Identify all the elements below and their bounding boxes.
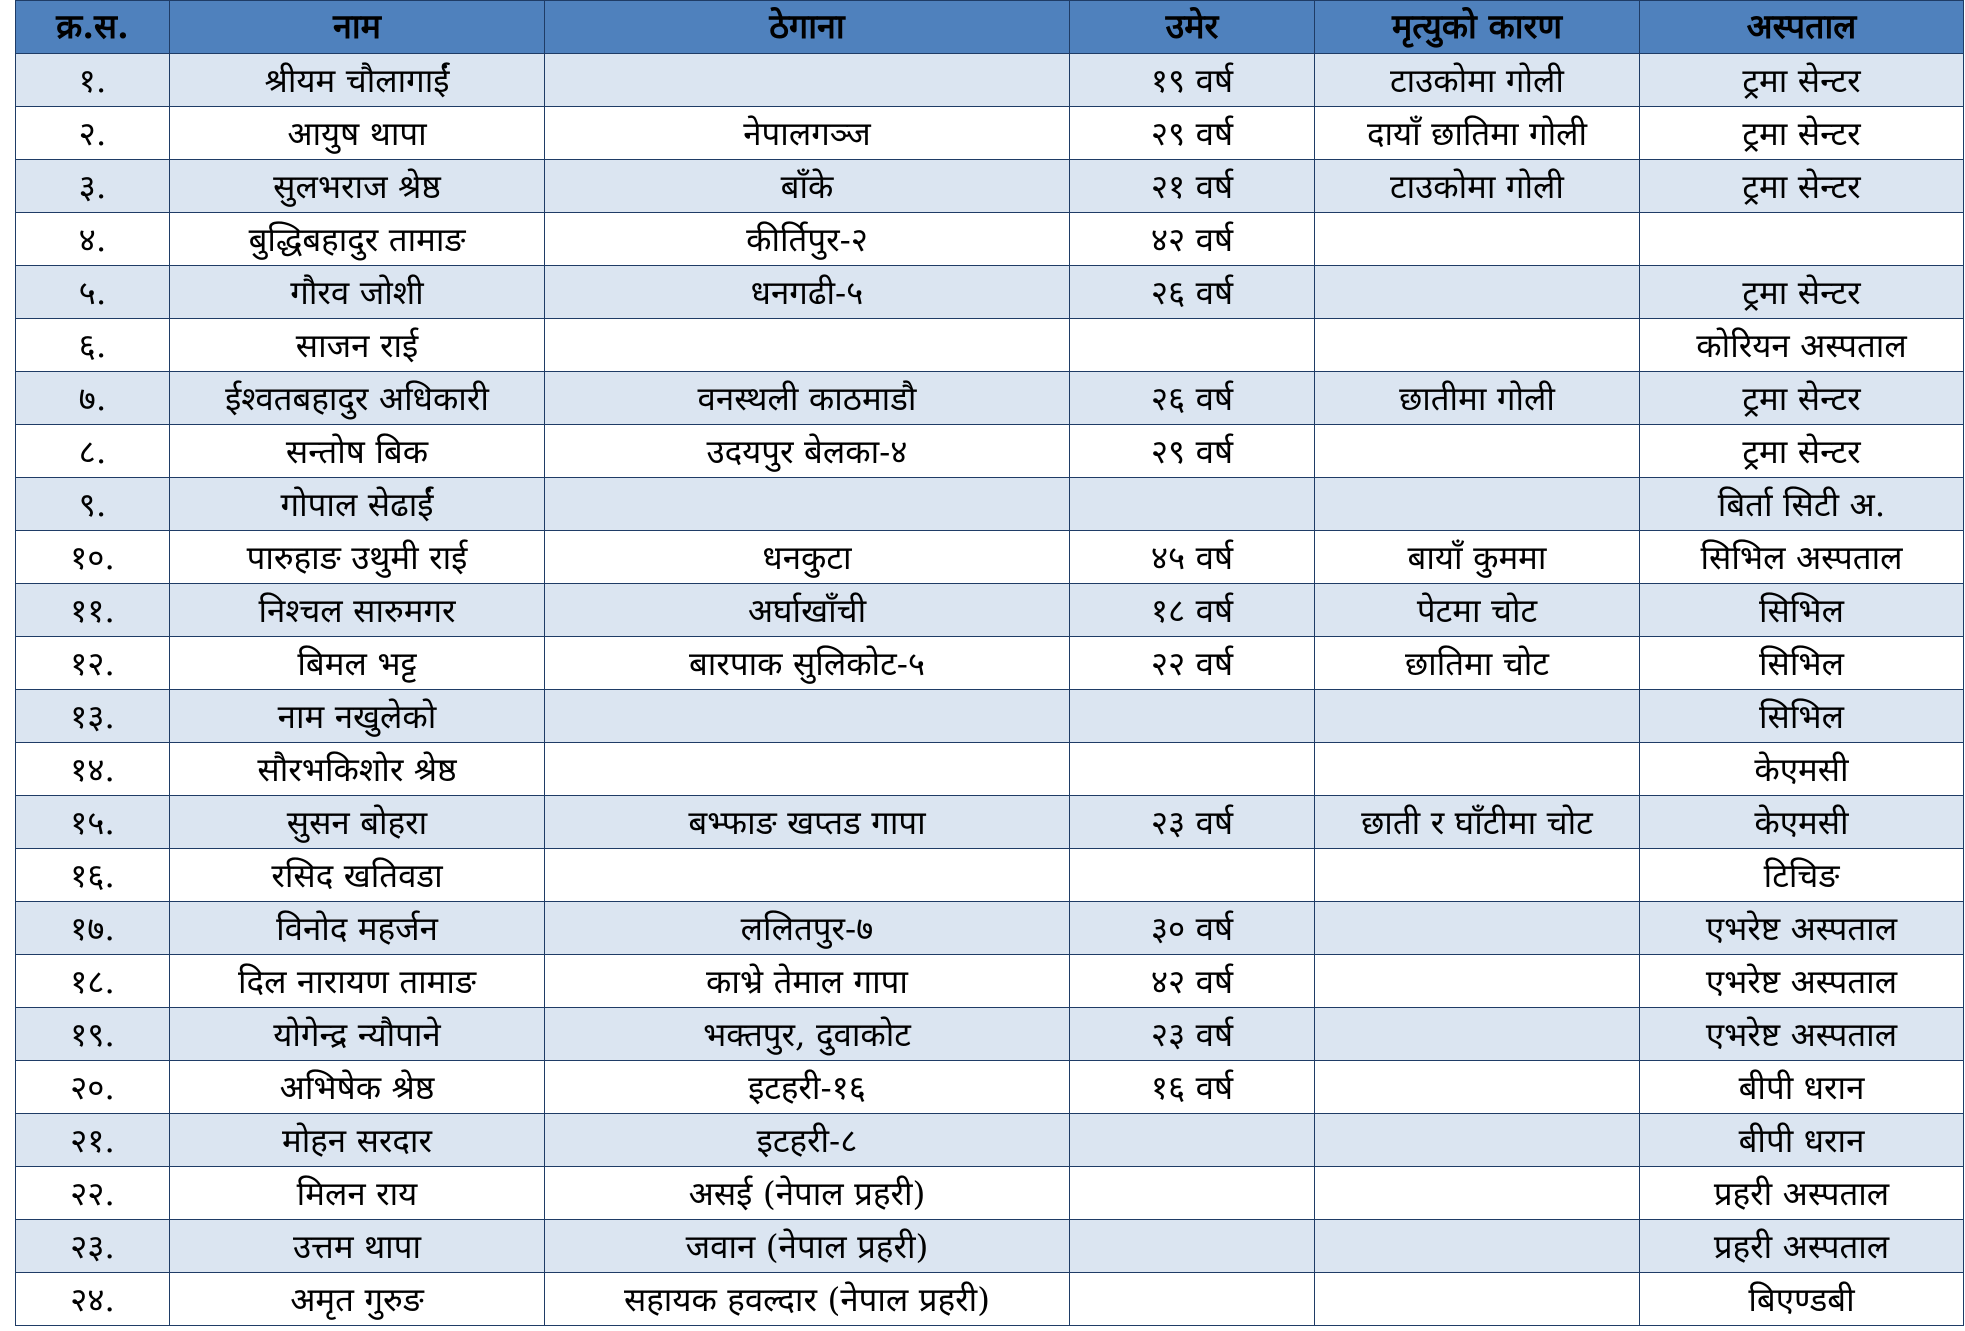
cell-name: बिमल भट्ट (170, 637, 545, 690)
table-row (16, 1167, 1964, 1220)
cell-address (545, 690, 1070, 743)
cell-age: २६ वर्ष (1070, 266, 1315, 319)
cell-address: बारपाक सुलिकोट-५ (545, 637, 1070, 690)
cell-address (545, 478, 1070, 531)
cell-address: कीर्तिपुर-२ (545, 213, 1070, 266)
cell-name: आयुष थापा (170, 107, 545, 160)
cell-name: बुद्धिबहादुर तामाङ (170, 213, 545, 266)
cell-name: गौरव जोशी (170, 266, 545, 319)
cell-serial-number: १६. (16, 849, 170, 902)
cell-cause-of-death: पेटमा चोट (1315, 584, 1640, 637)
table-row (16, 849, 1964, 902)
cell-hospital: ट्रमा सेन्टर (1640, 107, 1964, 160)
cell-name: अभिषेक श्रेष्ठ (170, 1061, 545, 1114)
cell-hospital: ट्रमा सेन्टर (1640, 54, 1964, 107)
cell-name: रसिद खतिवडा (170, 849, 545, 902)
cell-hospital: प्रहरी अस्पताल (1640, 1220, 1964, 1273)
cell-age: २३ वर्ष (1070, 796, 1315, 849)
table-row (16, 1273, 1964, 1326)
cell-age (1070, 1167, 1315, 1220)
cell-cause-of-death (1315, 849, 1640, 902)
casualty-table (15, 0, 1964, 1326)
cell-name: पारुहाङ उथुमी राई (170, 531, 545, 584)
cell-name: मोहन सरदार (170, 1114, 545, 1167)
cell-age (1070, 478, 1315, 531)
cell-serial-number: २३. (16, 1220, 170, 1273)
cell-address: धनगढी-५ (545, 266, 1070, 319)
table-row (16, 1008, 1964, 1061)
cell-name: निश्चल सारुमगर (170, 584, 545, 637)
cell-cause-of-death: छातीमा गोली (1315, 372, 1640, 425)
cell-hospital: ट्रमा सेन्टर (1640, 160, 1964, 213)
table-row (16, 1114, 1964, 1167)
cell-cause-of-death (1315, 319, 1640, 372)
cell-age (1070, 1273, 1315, 1326)
cell-age: २६ वर्ष (1070, 372, 1315, 425)
cell-age (1070, 743, 1315, 796)
cell-cause-of-death (1315, 1220, 1640, 1273)
cell-name: सन्तोष बिक (170, 425, 545, 478)
header-serial-number: क्र.स. (16, 1, 170, 54)
cell-name: सौरभकिशोर श्रेष्ठ (170, 743, 545, 796)
cell-serial-number: १४. (16, 743, 170, 796)
cell-address (545, 54, 1070, 107)
cell-age: २९ वर्ष (1070, 107, 1315, 160)
cell-name: दिल नारायण तामाङ (170, 955, 545, 1008)
table-row (16, 531, 1964, 584)
cell-name: योगेन्द्र न्यौपाने (170, 1008, 545, 1061)
cell-name: गोपाल सेढाईं (170, 478, 545, 531)
table-row (16, 690, 1964, 743)
cell-address: काभ्रे तेमाल गापा (545, 955, 1070, 1008)
cell-hospital: प्रहरी अस्पताल (1640, 1167, 1964, 1220)
cell-age: १८ वर्ष (1070, 584, 1315, 637)
cell-age (1070, 1220, 1315, 1273)
cell-hospital: बिर्ता सिटी अ. (1640, 478, 1964, 531)
cell-age: ४५ वर्ष (1070, 531, 1315, 584)
header-address: ठेगाना (545, 1, 1070, 54)
table-row (16, 584, 1964, 637)
table-row (16, 319, 1964, 372)
cell-hospital: बीपी धरान (1640, 1061, 1964, 1114)
cell-address: सहायक हवल्दार (नेपाल प्रहरी) (545, 1273, 1070, 1326)
cell-serial-number: २१. (16, 1114, 170, 1167)
cell-name: सुलभराज श्रेष्ठ (170, 160, 545, 213)
cell-hospital: ट्रमा सेन्टर (1640, 372, 1964, 425)
cell-address (545, 849, 1070, 902)
cell-cause-of-death (1315, 1008, 1640, 1061)
cell-cause-of-death (1315, 266, 1640, 319)
cell-cause-of-death: छाती र घाँटीमा चोट (1315, 796, 1640, 849)
header-row (16, 1, 1964, 54)
table-row (16, 1220, 1964, 1273)
table-row (16, 1061, 1964, 1114)
cell-cause-of-death: बायाँ कुममा (1315, 531, 1640, 584)
cell-cause-of-death (1315, 1114, 1640, 1167)
table-header (16, 1, 1964, 54)
cell-cause-of-death (1315, 213, 1640, 266)
cell-name: श्रीयम चौलागाईं (170, 54, 545, 107)
cell-hospital: सिभिल अस्पताल (1640, 531, 1964, 584)
cell-age: ४२ वर्ष (1070, 213, 1315, 266)
cell-serial-number: २२. (16, 1167, 170, 1220)
cell-hospital: एभरेष्ट अस्पताल (1640, 1008, 1964, 1061)
cell-address: उदयपुर बेलका-४ (545, 425, 1070, 478)
cell-cause-of-death (1315, 1167, 1640, 1220)
cell-serial-number: १८. (16, 955, 170, 1008)
cell-name: ईश्वतबहादुर अधिकारी (170, 372, 545, 425)
cell-age (1070, 849, 1315, 902)
cell-hospital: केएमसी (1640, 743, 1964, 796)
cell-age: २३ वर्ष (1070, 1008, 1315, 1061)
header-hospital: अस्पताल (1640, 1, 1964, 54)
table-row (16, 955, 1964, 1008)
cell-address: इटहरी-१६ (545, 1061, 1070, 1114)
cell-address: इटहरी-८ (545, 1114, 1070, 1167)
cell-cause-of-death (1315, 1273, 1640, 1326)
cell-hospital: बिएण्डबी (1640, 1273, 1964, 1326)
cell-name: अमृत गुरुङ (170, 1273, 545, 1326)
cell-cause-of-death (1315, 902, 1640, 955)
cell-cause-of-death (1315, 743, 1640, 796)
table-row (16, 478, 1964, 531)
cell-age: ४२ वर्ष (1070, 955, 1315, 1008)
cell-hospital: सिभिल (1640, 637, 1964, 690)
table-row (16, 796, 1964, 849)
cell-serial-number: १७. (16, 902, 170, 955)
cell-serial-number: ३. (16, 160, 170, 213)
table-row (16, 54, 1964, 107)
cell-address: जवान (नेपाल प्रहरी) (545, 1220, 1070, 1273)
cell-cause-of-death (1315, 955, 1640, 1008)
table-row (16, 107, 1964, 160)
cell-cause-of-death: टाउकोमा गोली (1315, 54, 1640, 107)
cell-cause-of-death (1315, 1061, 1640, 1114)
cell-address: बाँके (545, 160, 1070, 213)
cell-hospital (1640, 213, 1964, 266)
cell-address: भक्तपुर, दुवाकोट (545, 1008, 1070, 1061)
cell-address: अर्घाखाँची (545, 584, 1070, 637)
table-body (16, 54, 1964, 1326)
cell-address: असई (नेपाल प्रहरी) (545, 1167, 1070, 1220)
casualty-table-container (15, 0, 1963, 1326)
cell-name: साजन राई (170, 319, 545, 372)
cell-hospital: एभरेष्ट अस्पताल (1640, 902, 1964, 955)
cell-serial-number: १३. (16, 690, 170, 743)
table-row (16, 372, 1964, 425)
cell-serial-number: १५. (16, 796, 170, 849)
cell-serial-number: १. (16, 54, 170, 107)
cell-address: ललितपुर-७ (545, 902, 1070, 955)
cell-serial-number: ६. (16, 319, 170, 372)
cell-name: सुसन बोहरा (170, 796, 545, 849)
cell-age: २२ वर्ष (1070, 637, 1315, 690)
cell-serial-number: ५. (16, 266, 170, 319)
cell-address: धनकुटा (545, 531, 1070, 584)
cell-cause-of-death (1315, 425, 1640, 478)
cell-address (545, 319, 1070, 372)
cell-age: २९ वर्ष (1070, 425, 1315, 478)
cell-age (1070, 1114, 1315, 1167)
cell-serial-number: ४. (16, 213, 170, 266)
cell-address: वनस्थली काठमाडौ (545, 372, 1070, 425)
cell-hospital: ट्रमा सेन्टर (1640, 266, 1964, 319)
cell-name: उत्तम थापा (170, 1220, 545, 1273)
cell-name: मिलन राय (170, 1167, 545, 1220)
table-row (16, 637, 1964, 690)
cell-name: विनोद महर्जन (170, 902, 545, 955)
cell-hospital: सिभिल (1640, 690, 1964, 743)
cell-cause-of-death: छातिमा चोट (1315, 637, 1640, 690)
cell-age: १९ वर्ष (1070, 54, 1315, 107)
table-row (16, 743, 1964, 796)
cell-serial-number: ११. (16, 584, 170, 637)
cell-hospital: टिचिङ (1640, 849, 1964, 902)
cell-hospital: ट्रमा सेन्टर (1640, 425, 1964, 478)
cell-address (545, 743, 1070, 796)
cell-name: नाम नखुलेको (170, 690, 545, 743)
cell-serial-number: २. (16, 107, 170, 160)
cell-age (1070, 690, 1315, 743)
cell-age: ३० वर्ष (1070, 902, 1315, 955)
cell-hospital: सिभिल (1640, 584, 1964, 637)
cell-age: १६ वर्ष (1070, 1061, 1315, 1114)
cell-hospital: केएमसी (1640, 796, 1964, 849)
cell-serial-number: ९. (16, 478, 170, 531)
cell-hospital: बीपी धरान (1640, 1114, 1964, 1167)
cell-hospital: एभरेष्ट अस्पताल (1640, 955, 1964, 1008)
cell-hospital: कोरियन अस्पताल (1640, 319, 1964, 372)
header-cause-of-death: मृत्युको कारण (1315, 1, 1640, 54)
cell-cause-of-death (1315, 478, 1640, 531)
cell-serial-number: २०. (16, 1061, 170, 1114)
cell-address: नेपालगञ्ज (545, 107, 1070, 160)
cell-serial-number: २४. (16, 1273, 170, 1326)
header-name: नाम (170, 1, 545, 54)
cell-serial-number: १०. (16, 531, 170, 584)
cell-cause-of-death (1315, 690, 1640, 743)
table-row (16, 160, 1964, 213)
cell-serial-number: १२. (16, 637, 170, 690)
table-row (16, 902, 1964, 955)
cell-serial-number: ७. (16, 372, 170, 425)
cell-cause-of-death: टाउकोमा गोली (1315, 160, 1640, 213)
cell-serial-number: ८. (16, 425, 170, 478)
cell-serial-number: १९. (16, 1008, 170, 1061)
cell-cause-of-death: दायाँ छातिमा गोली (1315, 107, 1640, 160)
cell-age (1070, 319, 1315, 372)
header-age: उमेर (1070, 1, 1315, 54)
table-row (16, 266, 1964, 319)
cell-address: बभ्फाङ खप्तड गापा (545, 796, 1070, 849)
cell-age: २१ वर्ष (1070, 160, 1315, 213)
table-row (16, 425, 1964, 478)
table-row (16, 213, 1964, 266)
